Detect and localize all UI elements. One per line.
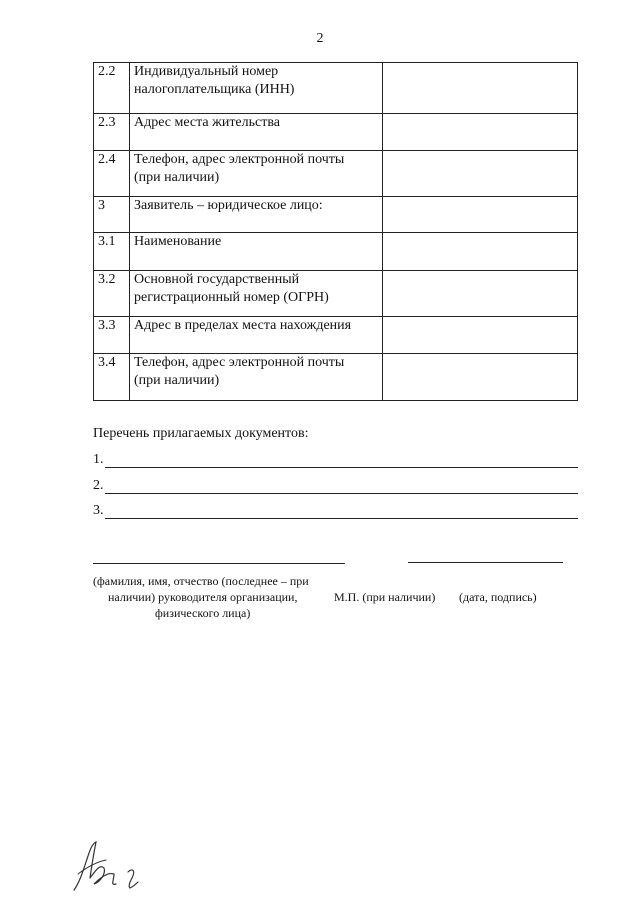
row-label <box>130 114 383 151</box>
row-number: 3.3 <box>94 317 130 354</box>
row-label-line: Наименование <box>134 234 222 249</box>
table-row <box>94 233 578 271</box>
fio-caption-line-3: физического лица) <box>155 606 251 620</box>
document-line-number: 1. <box>93 452 104 467</box>
row-label-line: Телефон, адрес электронной почты <box>134 152 345 167</box>
page-number: 2 <box>316 31 324 46</box>
row-label-line: регистрационный номер (ОГРН) <box>134 290 329 305</box>
row-label-line: Адрес места жительства <box>134 115 280 130</box>
row-label-line: Адрес в пределах места нахождения <box>134 318 352 333</box>
document-line-number: 2. <box>93 478 104 493</box>
fio-caption-line-1: (фамилия, имя, отчество (последнее – при <box>93 574 309 588</box>
document-line[interactable] <box>93 503 578 521</box>
attached-documents-title: Перечень прилагаемых документов: <box>93 426 309 441</box>
document-line[interactable] <box>93 478 578 496</box>
date-caption: (дата, подпись) <box>459 590 537 604</box>
row-number: 2.3 <box>94 114 130 151</box>
row-label <box>130 271 383 317</box>
fio-signature-line[interactable] <box>93 563 345 564</box>
value-cell[interactable] <box>383 271 578 317</box>
table-row <box>94 271 578 317</box>
row-number: 3.2 <box>94 271 130 317</box>
stamp-caption: М.П. (при наличии) <box>334 590 436 604</box>
row-number: 3.4 <box>94 354 130 401</box>
document-line-number: 3. <box>93 503 104 518</box>
document-line[interactable] <box>93 452 578 470</box>
fio-caption-line-2: наличии) руководителя организации, <box>108 590 298 604</box>
row-label <box>130 197 383 233</box>
table-row <box>94 114 578 151</box>
row-label-line: Индивидуальный номер <box>134 64 279 79</box>
row-number: 3.1 <box>94 233 130 271</box>
row-label-line: (при наличии) <box>134 373 220 388</box>
row-label <box>130 151 383 197</box>
applicant-info-table <box>93 62 578 401</box>
table-row <box>94 151 578 197</box>
document-line-rule <box>105 467 578 468</box>
value-cell[interactable] <box>383 354 578 401</box>
date-signature-line[interactable] <box>408 562 563 563</box>
row-label <box>130 63 383 114</box>
row-label-line: налогоплательщика (ИНН) <box>134 82 295 97</box>
value-cell[interactable] <box>383 233 578 271</box>
value-cell[interactable] <box>383 317 578 354</box>
document-line-rule <box>105 493 578 494</box>
value-cell[interactable] <box>383 197 578 233</box>
row-label-line: Основной государственный <box>134 272 300 287</box>
table-row <box>94 354 578 401</box>
row-label-line: (при наличии) <box>134 170 220 185</box>
row-label-line: Телефон, адрес электронной почты <box>134 355 345 370</box>
document-line-rule <box>105 518 578 519</box>
value-cell[interactable] <box>383 63 578 114</box>
row-label-line: Заявитель – юридическое лицо: <box>134 198 323 213</box>
row-label <box>130 354 383 401</box>
table-row <box>94 317 578 354</box>
row-label <box>130 233 383 271</box>
row-number: 3 <box>94 197 130 233</box>
row-label <box>130 317 383 354</box>
handwritten-initials-mark <box>70 838 150 893</box>
value-cell[interactable] <box>383 114 578 151</box>
row-number: 2.4 <box>94 151 130 197</box>
value-cell[interactable] <box>383 151 578 197</box>
table-row <box>94 63 578 114</box>
row-number: 2.2 <box>94 63 130 114</box>
table-row <box>94 197 578 233</box>
